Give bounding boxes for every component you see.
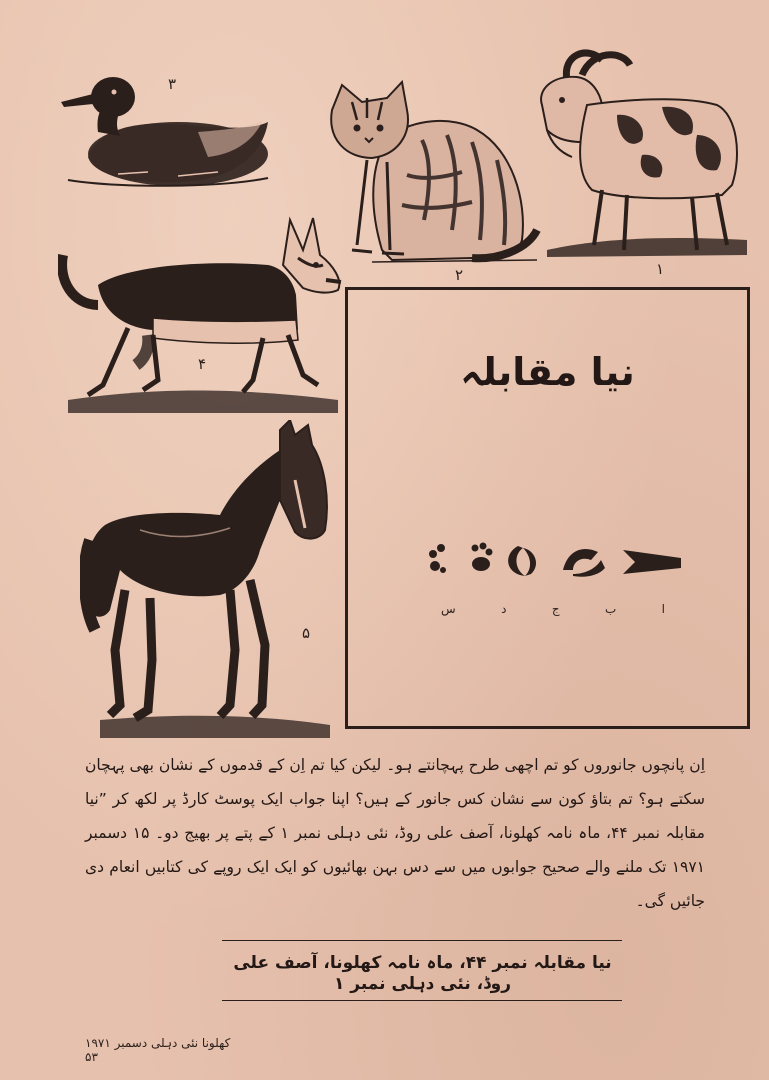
page-footer: کھلونا نئی دہلی دسمبر ۱۹۷۱ ۵۳ (85, 1036, 231, 1064)
goat-number: ۱ (656, 260, 665, 278)
footprint-paw (429, 544, 446, 573)
horse-illustration (80, 420, 335, 740)
dog-number: ۴ (198, 355, 207, 373)
cat-illustration (312, 80, 542, 265)
duck-illustration (58, 62, 273, 192)
dog-illustration (58, 210, 343, 415)
address-bottom-rule (222, 1000, 622, 1001)
duck-number: ۳ (168, 75, 177, 93)
goat-illustration (532, 45, 752, 260)
footprint-label: ا (661, 602, 665, 616)
contest-box (345, 287, 750, 729)
footprint-label: د (501, 602, 507, 616)
cat-number: ۲ (455, 266, 464, 284)
contest-instructions: اِن پانچوں جانوروں کو تم اچھی طرح پہچانتے ہو۔ لیکن کیا تم اِن کے قدموں کے نشان بھی پہچان سکتے ہو؟ تم بتاؤ کون سے نشان کس جانور کے ہیں؟ اپنا جواب ایک پوسٹ کارڈ پر لکھ کر ”نیا مقابلہ نمبر ۴۴، ماہ نامہ کھلونا، آصف علی روڈ، نئی دہلی نمبر ۱ کے پتے پر بھیج دو۔ ۱۵ دسمبر ۱۹۷۱ تک ملنے والے صحیح جوابوں میں سے دس بہن بھائیوں کو ایک ایک روپے کی کتابیں انعام دی جائیں گی۔ (85, 756, 705, 910)
footprint-webbed (623, 550, 681, 574)
horse-number: ۵ (302, 624, 311, 642)
footprint-pads (472, 543, 493, 572)
footprint-labels (423, 602, 683, 622)
footprints-row (423, 540, 683, 580)
footprint-hoof (563, 549, 605, 577)
footprint-label: ج (551, 602, 560, 616)
footprint-label: س (441, 602, 456, 616)
footprint-label: ب (604, 602, 617, 616)
contest-address: نیا مقابلہ نمبر ۴۴، ماہ نامہ کھلونا، آصف علی روڈ، نئی دہلی نمبر ۱ (233, 953, 612, 994)
address-top-rule (222, 940, 622, 941)
contest-title: نیا مقابلہ (460, 350, 635, 394)
footprint-crescent (508, 546, 536, 576)
